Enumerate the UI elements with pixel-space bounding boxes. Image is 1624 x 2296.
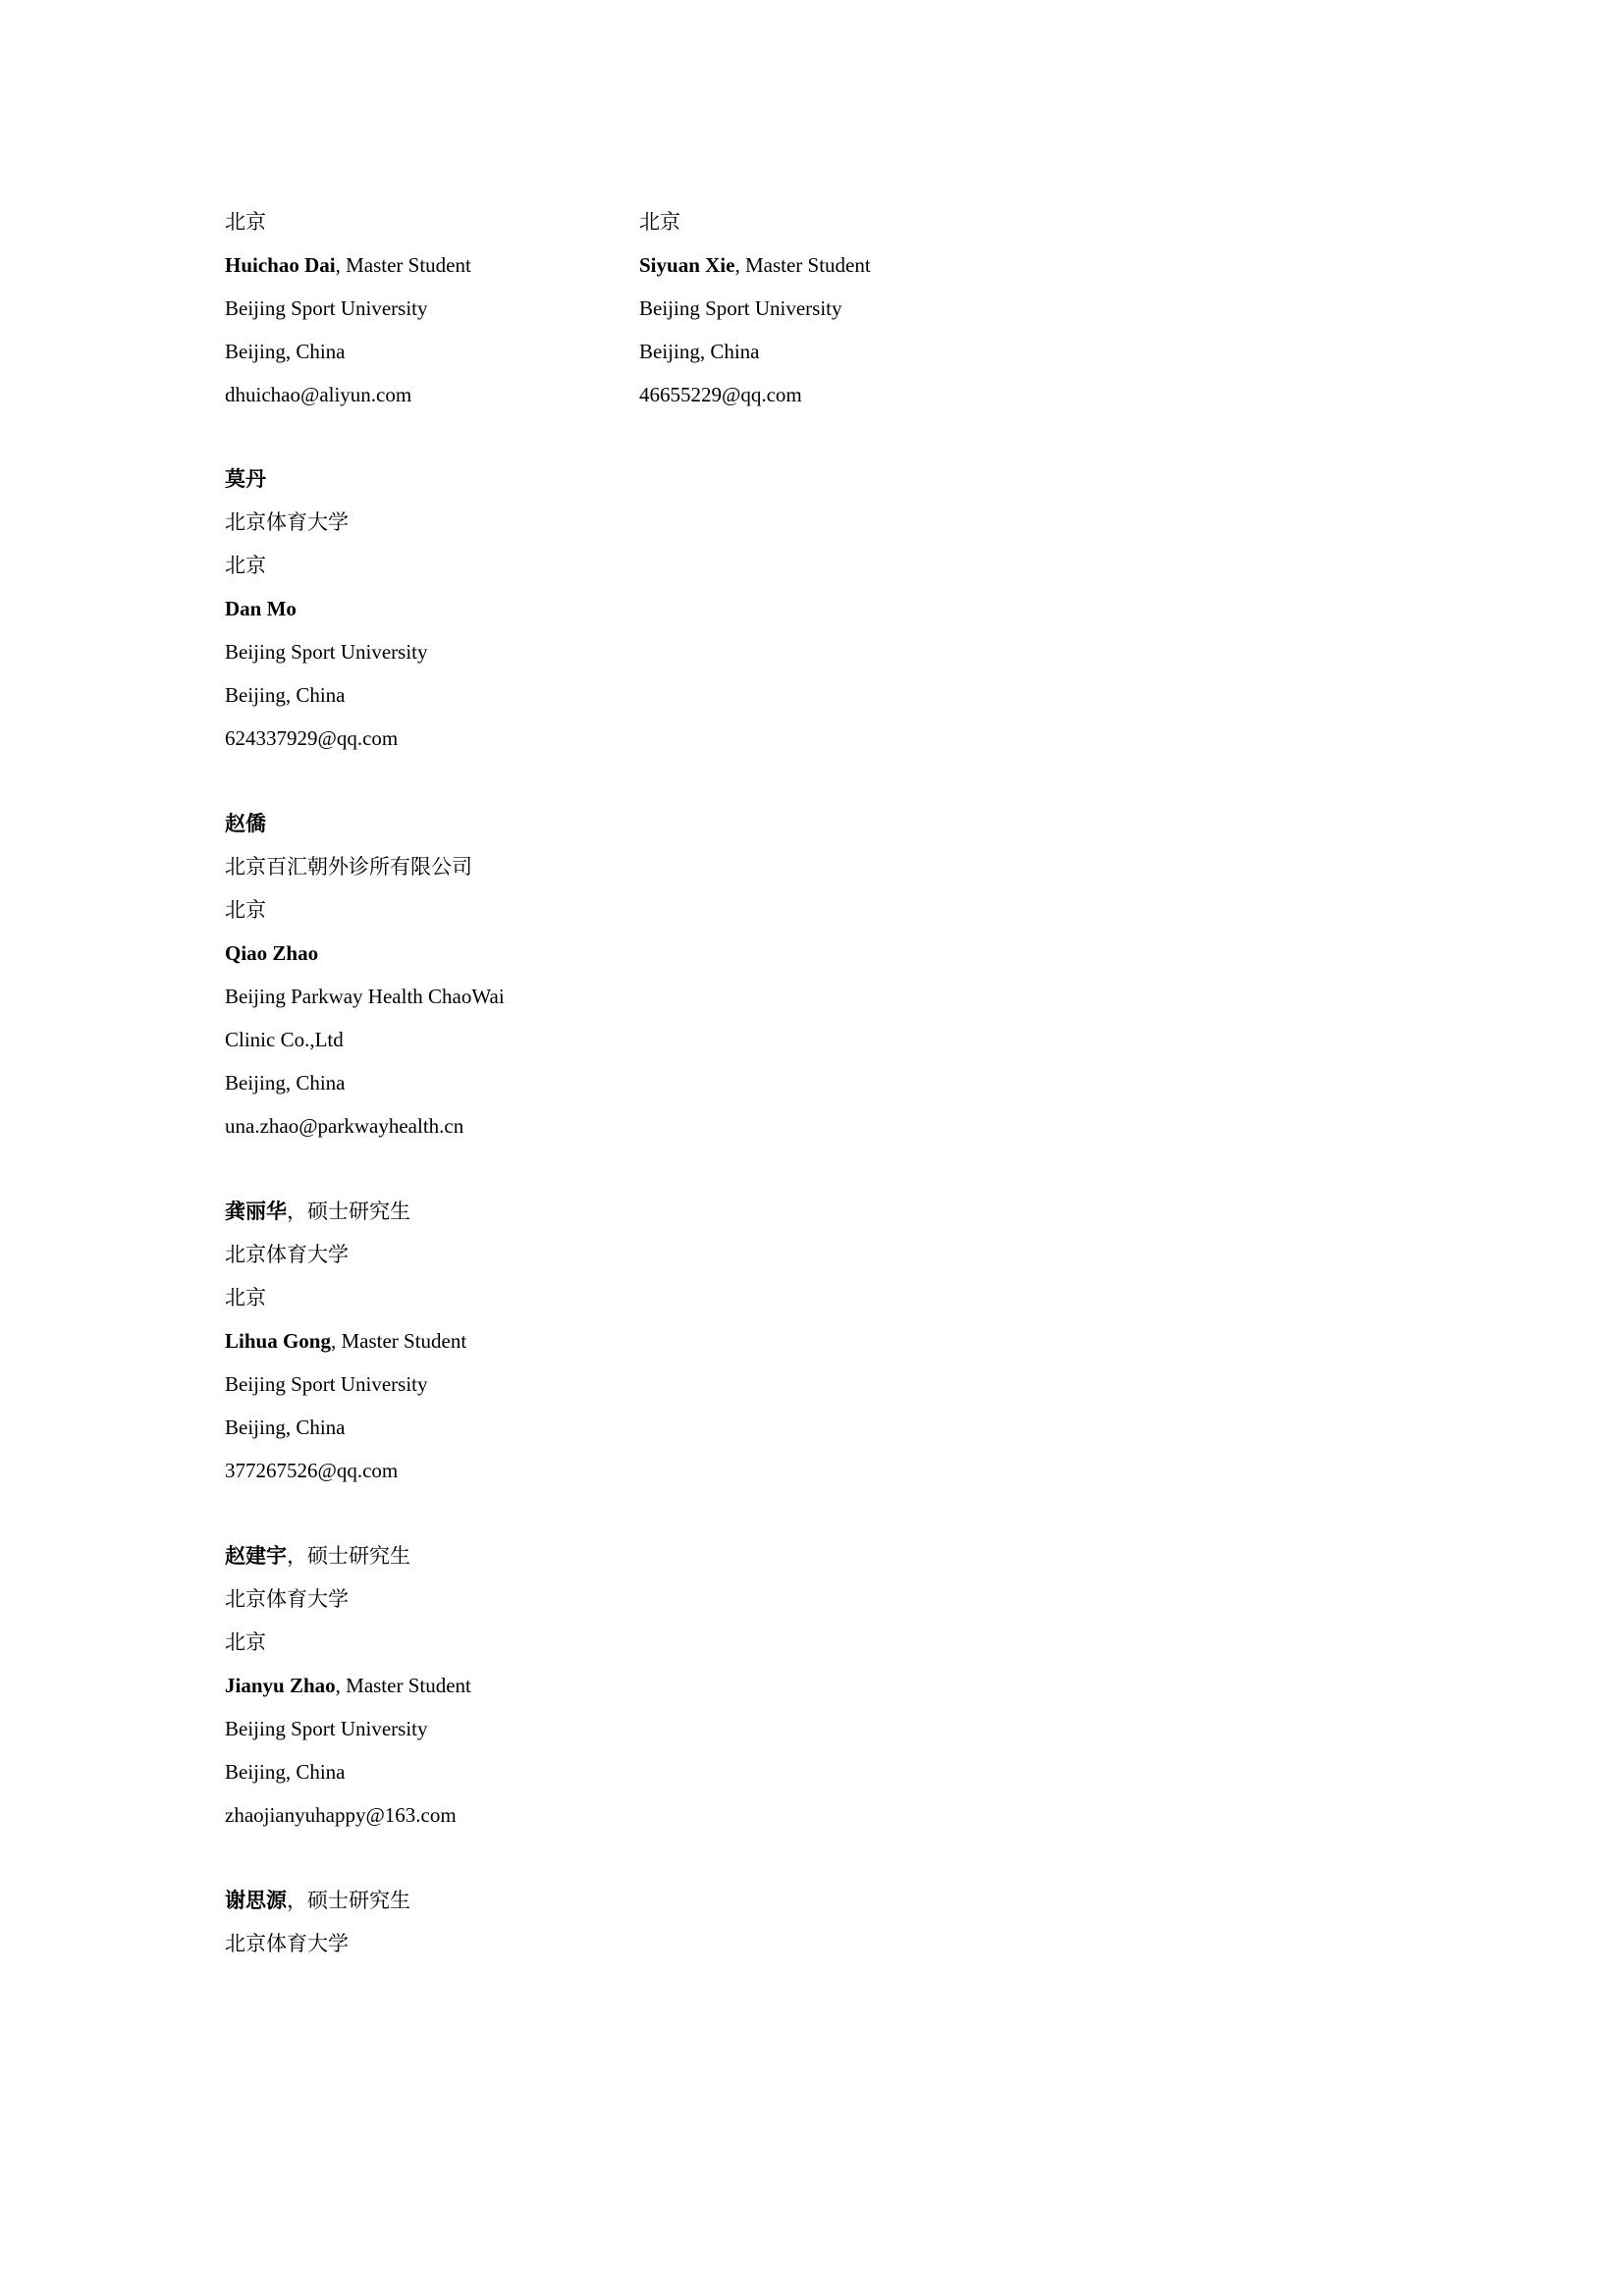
author-title-en: , Master Student <box>734 253 871 277</box>
block-spacer <box>225 760 912 802</box>
author-affiliation-en: Beijing Sport University <box>225 296 428 320</box>
author-name-line-cn <box>225 802 912 845</box>
author-name-line-en <box>225 932 912 975</box>
author-affiliation-cn: 北京体育大学 <box>225 510 349 534</box>
author-location-en: Beijing, China <box>225 1071 346 1095</box>
author-name-line-cn <box>225 457 912 501</box>
author-name-en: Qiao Zhao <box>225 941 319 965</box>
author-city-cn: 北京 <box>225 1630 266 1654</box>
block-spacer <box>225 1148 912 1190</box>
author-affiliation-en: Beijing Sport University <box>225 1717 428 1740</box>
author-name-en: Huichao Dai <box>225 253 336 277</box>
author-name-line-en <box>225 587 912 630</box>
author-block <box>225 1879 912 1965</box>
author-name-line-cn <box>225 1879 912 1922</box>
block-spacer <box>225 1492 912 1534</box>
author-name-cn: 莫丹 <box>225 467 266 491</box>
author-affiliation-en-line2: Clinic Co.,Ltd <box>225 1028 344 1051</box>
author-block <box>225 802 912 1148</box>
block-spacer <box>225 1837 912 1879</box>
author-affiliation-en: Beijing Sport University <box>225 1372 428 1396</box>
author-name-line-cn <box>225 1534 912 1577</box>
author-title-en: , Master Student <box>330 1329 467 1353</box>
author-name-cn: 龚丽华 <box>225 1200 287 1223</box>
author-name-cn: 赵建宇 <box>225 1544 287 1568</box>
author-email: 624337929@qq.com <box>225 726 399 750</box>
author-name-en: Dan Mo <box>225 597 297 620</box>
author-block <box>225 457 912 760</box>
author-name-cn: 谢思源 <box>225 1889 287 1912</box>
author-city-cn: 北京 <box>225 898 266 922</box>
author-title-en: , Master Student <box>335 253 471 277</box>
author-title-en: , Master Student <box>335 1674 471 1697</box>
author-name-line <box>225 243 598 287</box>
author-block-top-left <box>225 200 598 416</box>
author-affiliation-en: Beijing Sport University <box>225 640 428 664</box>
author-email: 377267526@qq.com <box>225 1459 399 1482</box>
author-name-line <box>639 243 1052 287</box>
author-affiliation-en-line1: Beijing Parkway Health ChaoWai <box>225 985 505 1008</box>
author-name-line-cn <box>225 1190 912 1233</box>
author-affiliation-cn: 北京百汇朝外诊所有限公司 <box>225 855 472 879</box>
author-affiliation-cn: 北京体育大学 <box>225 1587 349 1611</box>
author-title-cn: ，硕士研究生 <box>287 1544 410 1568</box>
author-email: dhuichao@aliyun.com <box>225 383 412 406</box>
author-name-line-en <box>225 1319 912 1362</box>
author-city-cn: 北京 <box>225 1286 266 1309</box>
author-name-en: Siyuan Xie <box>639 253 735 277</box>
author-name-cn: 赵僑 <box>225 812 266 835</box>
author-list <box>225 457 912 1965</box>
author-location-en: Beijing, China <box>639 340 760 363</box>
author-location-en: Beijing, China <box>225 1760 346 1784</box>
author-title-cn: ，硕士研究生 <box>287 1889 410 1912</box>
author-affiliation-cn: 北京体育大学 <box>225 1932 349 1955</box>
author-city-cn: 北京 <box>225 554 266 577</box>
author-location-en: Beijing, China <box>225 683 346 707</box>
author-title-cn: ，硕士研究生 <box>287 1200 410 1223</box>
author-block-top-right <box>639 200 1052 416</box>
author-block <box>225 1190 912 1492</box>
author-affiliation-cn: 北京体育大学 <box>225 1243 349 1266</box>
author-affiliation-en: Beijing Sport University <box>639 296 842 320</box>
author-name-en: Lihua Gong <box>225 1329 331 1353</box>
author-name-en: Jianyu Zhao <box>225 1674 336 1697</box>
author-email: una.zhao@parkwayhealth.cn <box>225 1114 464 1138</box>
author-location-en: Beijing, China <box>225 340 346 363</box>
author-city-cn: 北京 <box>225 210 266 234</box>
author-block <box>225 1534 912 1837</box>
author-location-en: Beijing, China <box>225 1415 346 1439</box>
author-email: 46655229@qq.com <box>639 383 802 406</box>
author-city-cn: 北京 <box>639 210 680 234</box>
author-name-line-en <box>225 1664 912 1707</box>
author-email: zhaojianyuhappy@163.com <box>225 1803 457 1827</box>
